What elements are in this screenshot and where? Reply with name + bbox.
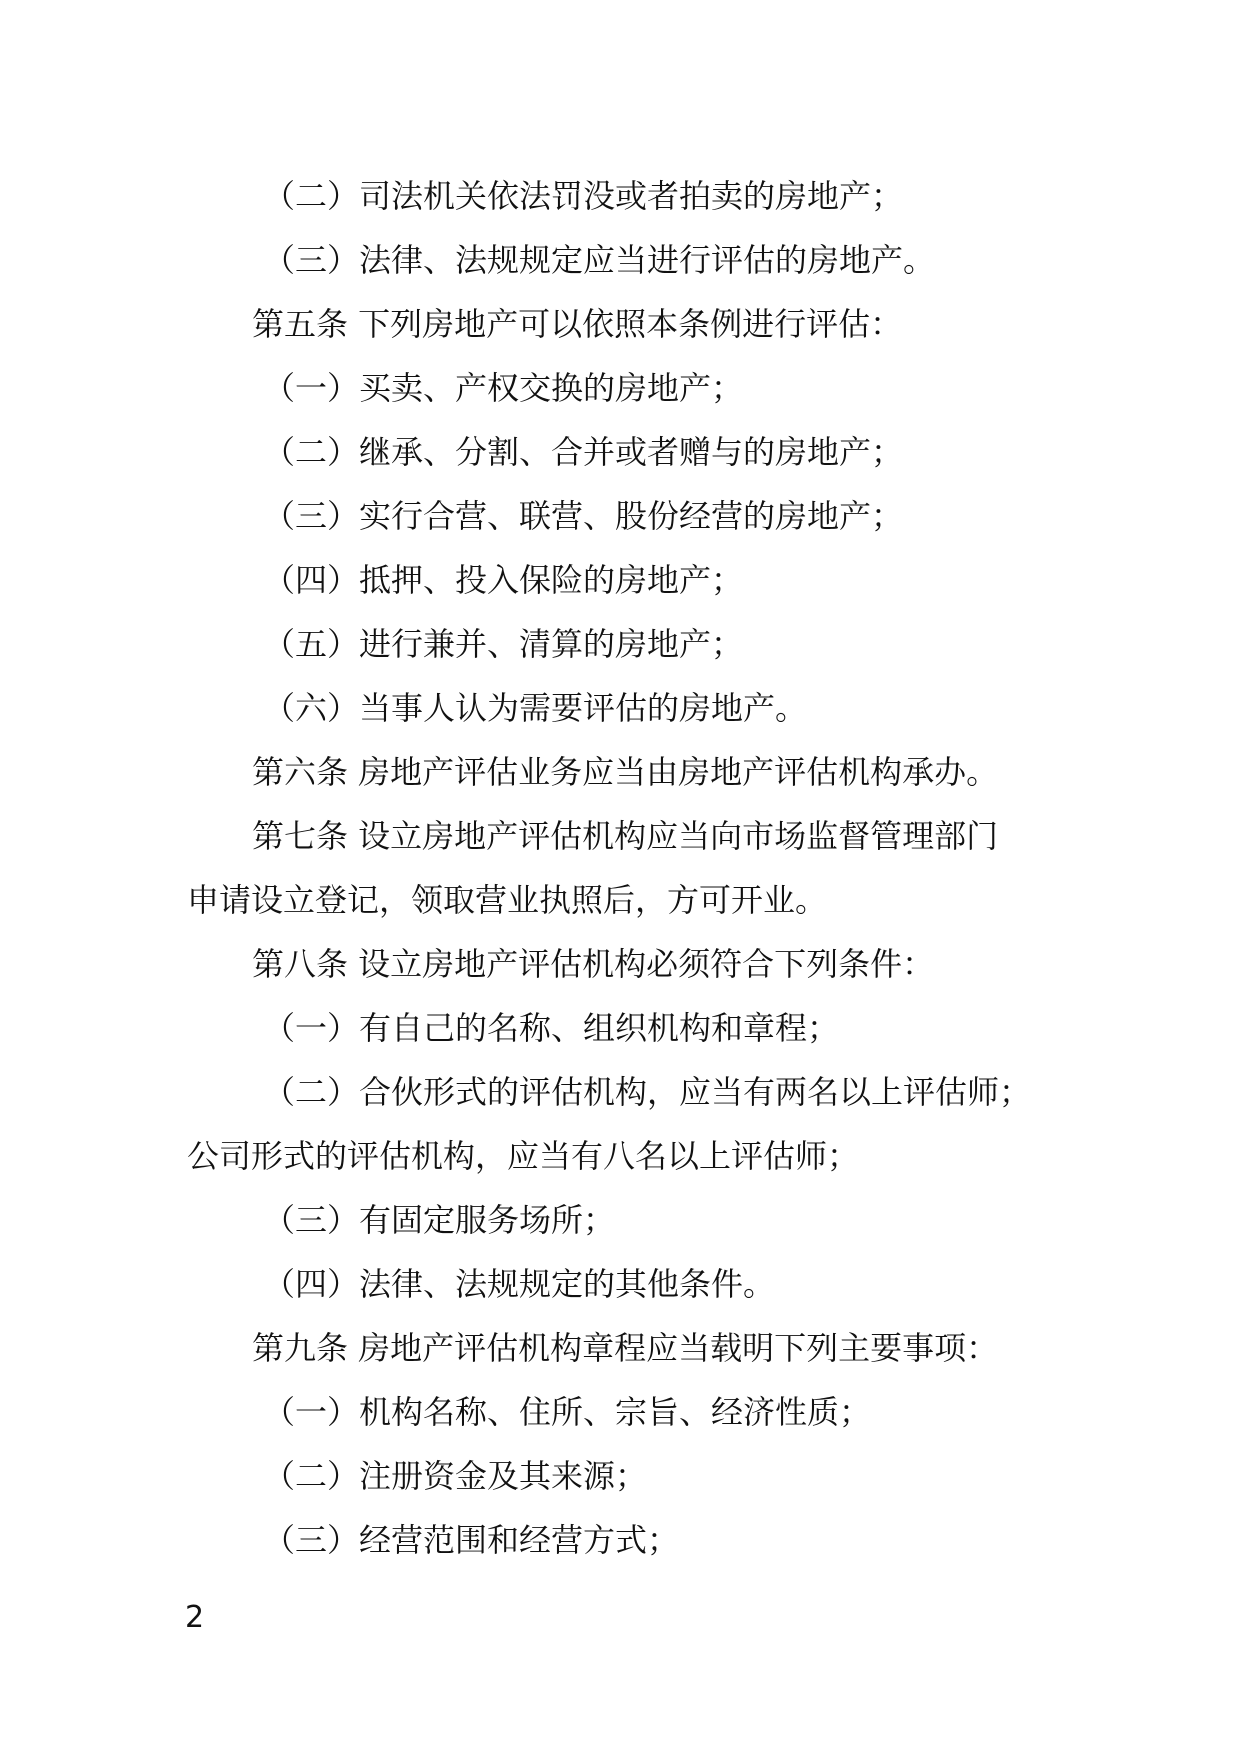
article-heading: 第五条 下列房地产可以依照本条例进行评估： bbox=[252, 305, 903, 343]
text-line: （四）抵押、投入保险的房地产； bbox=[263, 561, 744, 599]
text-line: （四）法律、法规规定的其他条件。 bbox=[263, 1265, 776, 1303]
article-heading: 第七条 设立房地产评估机构应当向市场监督管理部门 bbox=[252, 817, 999, 855]
article-heading: 第六条 房地产评估业务应当由房地产评估机构承办。 bbox=[252, 753, 999, 791]
text-line: （二）继承、分割、合并或者赠与的房地产； bbox=[263, 433, 904, 471]
text-line: （一）买卖、产权交换的房地产； bbox=[263, 369, 744, 407]
page-number: 2 bbox=[185, 1600, 205, 1635]
text-line: 公司形式的评估机构，应当有八名以上评估师； bbox=[187, 1137, 860, 1175]
text-line: （三）经营范围和经营方式； bbox=[263, 1521, 680, 1559]
text-line: （二）注册资金及其来源； bbox=[263, 1457, 648, 1495]
text-line: （六）当事人认为需要评估的房地产。 bbox=[263, 689, 808, 727]
text-line: （五）进行兼并、清算的房地产； bbox=[263, 625, 744, 663]
text-line: （三）法律、法规规定应当进行评估的房地产。 bbox=[263, 241, 936, 279]
text-line: （二）合伙形式的评估机构，应当有两名以上评估师； bbox=[263, 1073, 1032, 1111]
text-line: （一）有自己的名称、组织机构和章程； bbox=[263, 1009, 840, 1047]
text-line: （三）有固定服务场所； bbox=[263, 1201, 616, 1239]
text-line: （三）实行合营、联营、股份经营的房地产； bbox=[263, 497, 904, 535]
text-line: 申请设立登记，领取营业执照后，方可开业。 bbox=[187, 881, 828, 919]
article-heading: 第八条 设立房地产评估机构必须符合下列条件： bbox=[252, 945, 935, 983]
text-line: （二）司法机关依法罚没或者拍卖的房地产； bbox=[263, 177, 904, 215]
article-heading: 第九条 房地产评估机构章程应当载明下列主要事项： bbox=[252, 1329, 999, 1367]
text-line: （一）机构名称、住所、宗旨、经济性质； bbox=[263, 1393, 872, 1431]
